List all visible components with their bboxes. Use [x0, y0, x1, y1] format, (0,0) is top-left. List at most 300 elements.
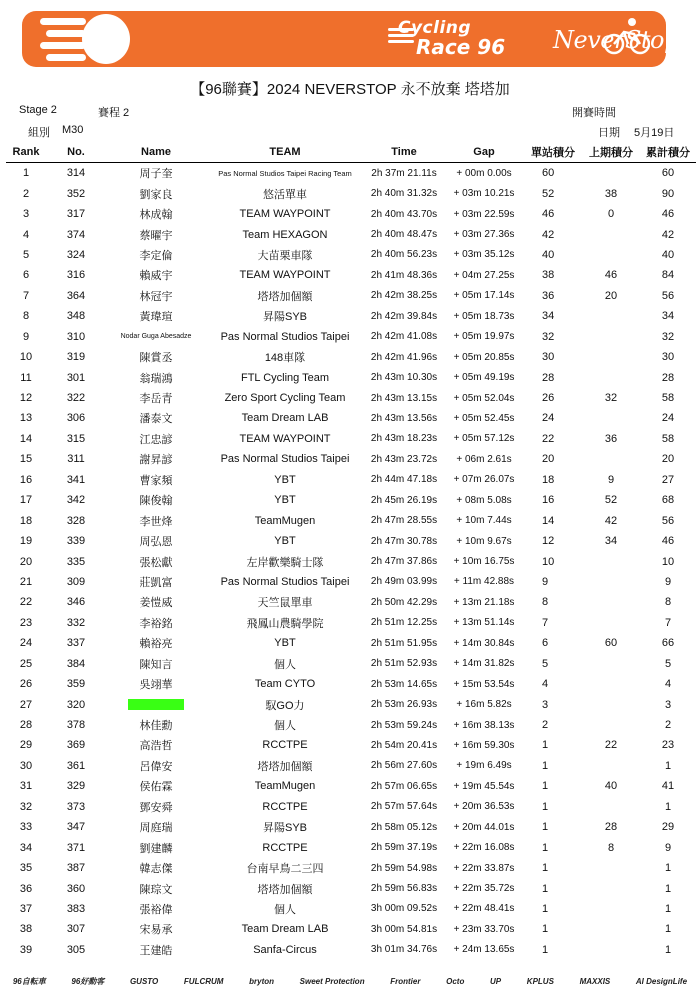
- cell-name: 張裕偉: [139, 903, 173, 916]
- cell-team: Team CYTO: [254, 678, 316, 691]
- cell-total-points: 1: [664, 902, 672, 915]
- cell-number: 324: [66, 248, 86, 261]
- table-row: [6, 797, 696, 817]
- cell-total-points: 1: [664, 923, 672, 936]
- table-row: [6, 408, 696, 428]
- cell-name: 李岳青: [139, 393, 173, 406]
- cell-total-points: 60: [661, 167, 675, 180]
- cell-prev-points: 8: [607, 841, 615, 854]
- cell-prev-points: [582, 572, 640, 592]
- table-row: [6, 899, 696, 919]
- cell-stage-points: 9: [542, 575, 549, 588]
- cell-prev-points: [582, 367, 640, 387]
- cell-number: 319: [66, 351, 86, 364]
- cell-number: 311: [67, 453, 85, 466]
- cell-name: Nodar Guga Abesadze: [120, 333, 192, 341]
- cell-total-points: 40: [661, 248, 675, 261]
- cell-stage-points: 42: [542, 228, 555, 241]
- cell-team: 天竺鼠單車: [257, 597, 313, 610]
- table-row: [6, 735, 696, 755]
- sponsor-logo: 96好動客: [71, 976, 105, 986]
- col-number: No.: [46, 141, 106, 163]
- cell-name: 劉家良: [139, 188, 173, 201]
- cell-stage-points: 7: [542, 616, 549, 629]
- cell-team: Zero Sport Cycling Team: [224, 392, 346, 405]
- cell-stage-points: 1: [542, 902, 549, 915]
- cell-time: 2h 49m 03.99s: [370, 576, 438, 588]
- col-gap: Gap: [444, 141, 524, 163]
- cell-name: 王建皓: [139, 944, 173, 957]
- cell-time: 2h 53m 59.24s: [370, 719, 438, 731]
- cell-name: 陳琮文: [139, 883, 173, 896]
- cell-time: 2h 56m 27.60s: [370, 760, 438, 772]
- cell-time: 2h 43m 10.30s: [370, 372, 438, 384]
- redacted-name: [128, 699, 184, 710]
- cell-rank: 17: [19, 494, 33, 507]
- cell-gap: + 03m 22.59s: [453, 208, 515, 220]
- cell-team: Team HEXAGON: [242, 228, 328, 241]
- cell-prev-points: 42: [604, 514, 618, 527]
- cell-name: 李裕銘: [139, 617, 173, 630]
- cell-number: 301: [66, 371, 86, 384]
- cell-rank: 9: [22, 330, 30, 343]
- cell-number: 337: [66, 637, 86, 650]
- cell-prev-points: 20: [604, 289, 618, 302]
- cell-number: 328: [66, 514, 86, 527]
- cell-gap: + 03m 35.12s: [453, 249, 515, 261]
- cell-gap: + 19m 45.54s: [453, 780, 515, 792]
- cell-stage-points: 2: [542, 719, 549, 732]
- cell-name: 林成翰: [139, 209, 173, 222]
- cell-team: YBT: [274, 535, 296, 548]
- cell-name: 高浩哲: [139, 740, 173, 753]
- cell-team: TEAM WAYPOINT: [239, 432, 331, 445]
- cell-total-points: 5: [664, 657, 672, 670]
- cell-number: 369: [66, 739, 86, 752]
- cycling-race-logo: [398, 20, 505, 57]
- cell-time: 2h 58m 05.12s: [370, 821, 438, 833]
- cell-rank: 19: [19, 535, 33, 548]
- cell-number: 310: [66, 330, 86, 343]
- cell-rank: 30: [19, 759, 33, 772]
- table-row: [6, 572, 696, 592]
- cell-number: 307: [66, 923, 86, 936]
- cell-gap: + 13m 51.14s: [453, 617, 515, 629]
- cell-number: 374: [66, 228, 86, 241]
- cell-stage-points: 1: [542, 739, 549, 752]
- cell-gap: + 14m 30.84s: [453, 637, 515, 649]
- cell-stage-points: 12: [542, 535, 555, 548]
- cell-prev-points: [582, 347, 640, 367]
- cell-team: TEAM WAYPOINT: [239, 269, 331, 282]
- cell-time: 2h 45m 26.19s: [370, 494, 438, 506]
- cell-total-points: 20: [661, 453, 675, 466]
- cell-rank: 24: [19, 637, 33, 650]
- cell-rank: 33: [19, 821, 33, 834]
- sponsor-logo: UP: [490, 976, 502, 986]
- cell-time: 2h 59m 37.19s: [370, 842, 438, 854]
- cell-team: RCCTPE: [262, 739, 308, 752]
- cell-team: 馭GO力: [265, 699, 305, 712]
- cell-team: 148車隊: [264, 352, 306, 365]
- cell-gap: + 10m 7.44s: [456, 515, 512, 527]
- cell-gap: + 05m 49.19s: [453, 372, 515, 384]
- cell-time: 2h 51m 52.93s: [370, 658, 438, 670]
- cell-time: 2h 57m 06.65s: [370, 780, 438, 792]
- cell-name: 姜愷威: [139, 597, 173, 610]
- cell-rank: 1: [22, 167, 30, 180]
- cell-time: 2h 42m 41.08s: [370, 331, 438, 343]
- sponsor-logo: bryton: [249, 976, 275, 986]
- cell-rank: 13: [19, 412, 33, 425]
- cell-number: 317: [66, 208, 86, 221]
- table-row: [6, 449, 696, 469]
- cell-total-points: 1: [664, 943, 672, 956]
- cell-rank: 3: [22, 208, 30, 221]
- cell-number: 371: [66, 841, 86, 854]
- cell-time: 2h 47m 30.78s: [370, 535, 438, 547]
- cell-team: FTL Cycling Team: [240, 371, 330, 384]
- cell-prev-points: [582, 654, 640, 674]
- cell-rank: 14: [19, 432, 33, 445]
- cell-total-points: 4: [664, 678, 672, 691]
- cell-name: 劉建麟: [139, 842, 173, 855]
- cell-name: 陳賞丞: [139, 352, 173, 365]
- cell-prev-points: [582, 674, 640, 694]
- table-row: [6, 183, 696, 203]
- cell-gap: + 00m 0.00s: [456, 167, 512, 179]
- cell-time: 2h 42m 38.25s: [370, 290, 438, 302]
- cell-rank: 7: [22, 289, 30, 302]
- cell-prev-points: 22: [604, 739, 618, 752]
- cell-rank: 28: [19, 719, 33, 732]
- cell-name: 翁瑞鴻: [139, 372, 173, 385]
- cell-team: TEAM WAYPOINT: [239, 208, 331, 221]
- table-row: [6, 674, 696, 694]
- col-rank: Rank: [6, 141, 46, 163]
- cell-number: 373: [66, 800, 86, 813]
- cell-time: 2h 50m 42.29s: [370, 596, 438, 608]
- cell-number: 320: [66, 698, 86, 711]
- cell-prev-points: 36: [604, 432, 618, 445]
- cell-name: 曹家頻: [139, 474, 173, 487]
- header-banner: [0, 0, 700, 72]
- sponsor-logo: Frontier: [390, 976, 421, 986]
- cell-team: 個人: [274, 903, 296, 916]
- results-table: [6, 141, 696, 960]
- cell-stage-points: 1: [542, 780, 549, 793]
- cell-total-points: 42: [661, 228, 675, 241]
- cell-total-points: 9: [664, 841, 672, 854]
- cell-stage-points: 38: [542, 269, 555, 282]
- cell-gap: + 06m 2.61s: [456, 453, 512, 465]
- cell-total-points: 68: [661, 494, 675, 507]
- cell-total-points: 2: [664, 719, 672, 732]
- table-row: [6, 776, 696, 796]
- cell-total-points: 3: [664, 698, 672, 711]
- cell-rank: 26: [19, 678, 33, 691]
- cell-prev-points: [582, 878, 640, 898]
- cell-time: 2h 53m 14.65s: [370, 678, 438, 690]
- cell-total-points: 24: [661, 412, 675, 425]
- cell-stage-points: 1: [542, 821, 549, 834]
- cell-prev-points: 52: [604, 494, 618, 507]
- cell-name: 黃瑋瑄: [139, 311, 173, 324]
- cell-total-points: 32: [661, 330, 675, 343]
- cell-prev-points: [582, 613, 640, 633]
- col-team: TEAM: [206, 141, 364, 163]
- sponsor-bar: [0, 972, 700, 990]
- cell-stage-points: 20: [542, 453, 555, 466]
- sponsor-logo: FULCRUM: [183, 976, 224, 986]
- cell-team: TeamMugen: [254, 514, 316, 527]
- cell-stage-points: 46: [542, 208, 555, 221]
- cell-prev-points: [582, 551, 640, 571]
- cell-stage-points: 4: [542, 678, 549, 691]
- cell-rank: 25: [19, 657, 33, 670]
- cell-stage-points: 24: [542, 412, 555, 425]
- cell-number: 360: [66, 882, 86, 895]
- cell-name: 潘泰文: [139, 413, 173, 426]
- cell-total-points: 58: [661, 392, 675, 405]
- cell-name: 李定倫: [139, 249, 173, 262]
- cell-prev-points: [582, 940, 640, 960]
- cell-stage-points: 1: [542, 841, 549, 854]
- cell-gap: + 24m 13.65s: [453, 944, 515, 956]
- table-row: [6, 694, 696, 714]
- cell-stage-points: 32: [542, 330, 555, 343]
- table-row: [6, 388, 696, 408]
- cell-total-points: 8: [664, 596, 672, 609]
- cell-name: 鄧安舜: [139, 801, 173, 814]
- cell-time: 2h 43m 23.72s: [370, 453, 438, 465]
- cell-number: 332: [66, 616, 86, 629]
- cell-rank: 27: [19, 698, 33, 711]
- cell-rank: 35: [19, 862, 33, 875]
- cell-stage-points: 18: [542, 473, 555, 486]
- cell-time: 2h 40m 31.32s: [370, 188, 438, 200]
- cell-time: 2h 43m 13.15s: [370, 392, 438, 404]
- date-label: 日期: [598, 127, 620, 139]
- cell-gap: + 15m 53.54s: [453, 678, 515, 690]
- cell-time: 2h 57m 57.64s: [370, 801, 438, 813]
- cell-stage-points: 16: [542, 494, 555, 507]
- cell-team: YBT: [274, 494, 296, 507]
- cell-total-points: 34: [661, 310, 675, 323]
- table-row: [6, 756, 696, 776]
- cell-total-points: 1: [664, 862, 672, 875]
- cell-prev-points: [582, 245, 640, 265]
- cell-gap: + 22m 48.41s: [453, 903, 515, 915]
- cell-prev-points: [582, 694, 640, 714]
- cell-name: 謝昇諺: [139, 454, 173, 467]
- cell-team: RCCTPE: [262, 841, 308, 854]
- sponsor-logo: Octo: [446, 976, 465, 986]
- cell-name: 蔡曜宇: [139, 229, 173, 242]
- sponsor-logo: MAXXIS: [579, 976, 611, 986]
- cell-total-points: 9: [664, 575, 672, 588]
- cell-gap: + 10m 16.75s: [453, 556, 515, 568]
- cell-prev-points: 34: [604, 535, 618, 548]
- cell-gap: + 19m 6.49s: [456, 760, 512, 772]
- cell-time: 2h 59m 56.83s: [370, 883, 438, 895]
- cell-team: Sanfa-Circus: [253, 943, 317, 956]
- cell-team: 個人: [274, 658, 296, 671]
- cell-number: 339: [66, 535, 86, 548]
- cell-gap: + 07m 26.07s: [453, 474, 515, 486]
- cell-prev-points: [582, 449, 640, 469]
- table-row: [6, 878, 696, 898]
- cell-name: 陳知言: [139, 658, 173, 671]
- cell-prev-points: [582, 408, 640, 428]
- cell-gap: + 22m 33.87s: [453, 862, 515, 874]
- cell-gap: + 20m 44.01s: [453, 821, 515, 833]
- table-row: [6, 306, 696, 326]
- cell-rank: 10: [19, 351, 33, 364]
- cell-team: YBT: [274, 637, 296, 650]
- cell-rank: 37: [19, 902, 33, 915]
- cell-gap: + 05m 57.12s: [453, 433, 515, 445]
- cell-name: 周弘恩: [139, 536, 173, 549]
- neverstop-logo: NeverStop: [553, 26, 679, 54]
- cell-gap: + 22m 16.08s: [453, 842, 515, 854]
- table-row: [6, 817, 696, 837]
- cell-gap: + 05m 20.85s: [453, 351, 515, 363]
- cell-prev-points: 32: [604, 392, 618, 405]
- cell-name: 賴裕亮: [139, 638, 173, 651]
- cell-gap: + 05m 17.14s: [453, 290, 515, 302]
- logo-disc-icon: [82, 14, 130, 64]
- cell-team: YBT: [274, 473, 296, 486]
- cell-number: 387: [66, 862, 86, 875]
- cell-name: 李世烽: [139, 515, 173, 528]
- cell-prev-points: [582, 224, 640, 244]
- cell-time: 3h 00m 09.52s: [370, 903, 438, 915]
- cell-team: 台南早鳥二三四: [246, 863, 324, 876]
- cell-rank: 5: [22, 248, 30, 261]
- date-value: 5月19日: [634, 127, 675, 139]
- cell-gap: + 16m 38.13s: [453, 719, 515, 731]
- cell-number: 383: [66, 902, 86, 915]
- cell-rank: 16: [19, 473, 33, 486]
- cell-total-points: 84: [661, 269, 675, 282]
- cell-stage-points: 8: [542, 596, 549, 609]
- cell-stage-points: 1: [542, 800, 549, 813]
- table-row: [6, 245, 696, 265]
- cell-name: 韓志傑: [139, 863, 173, 876]
- cell-total-points: 56: [661, 289, 675, 302]
- cell-rank: 29: [19, 739, 33, 752]
- cell-prev-points: 9: [607, 473, 615, 486]
- cell-rank: 21: [19, 575, 33, 588]
- col-stage-points: 單站積分: [524, 141, 582, 163]
- cell-prev-points: 28: [604, 821, 618, 834]
- cell-number: 378: [66, 719, 86, 732]
- start-time-label: 開賽時間: [572, 107, 616, 119]
- cell-time: 2h 42m 41.96s: [370, 351, 438, 363]
- table-row: [6, 347, 696, 367]
- cell-stage-points: 30: [542, 351, 555, 364]
- cell-time: 2h 59m 54.98s: [370, 862, 438, 874]
- cell-name: 周子奎: [139, 168, 173, 181]
- cell-prev-points: 60: [604, 637, 618, 650]
- table-row: [6, 633, 696, 653]
- table-row: [6, 163, 696, 184]
- cell-total-points: 1: [664, 759, 672, 772]
- cell-name: 林佳勳: [139, 720, 173, 733]
- cyclist-icon: [604, 16, 650, 56]
- cell-time: 2h 41m 48.36s: [370, 269, 438, 281]
- cell-gap: + 05m 52.45s: [453, 412, 515, 424]
- cell-prev-points: 38: [604, 187, 618, 200]
- cell-number: 342: [66, 494, 86, 507]
- cell-gap: + 13m 21.18s: [453, 596, 515, 608]
- cell-number: 315: [66, 432, 86, 445]
- cell-gap: + 16m 5.82s: [456, 699, 512, 711]
- cell-name: [106, 694, 206, 714]
- cell-stage-points: 6: [542, 637, 549, 650]
- cell-prev-points: [582, 858, 640, 878]
- cell-team: 左岸歡樂騎士隊: [246, 556, 324, 569]
- cell-number: 305: [66, 943, 86, 956]
- cell-team: TeamMugen: [254, 780, 316, 793]
- cell-team: 大苗栗車隊: [257, 249, 313, 262]
- cell-team: 塔塔加個額: [257, 290, 313, 303]
- cell-time: 2h 42m 39.84s: [370, 310, 438, 322]
- cell-stage-points: 22: [542, 432, 555, 445]
- cell-time: 2h 47m 37.86s: [370, 556, 438, 568]
- cell-stage-points: 1: [542, 923, 549, 936]
- sponsor-logo: KPLUS: [526, 976, 554, 986]
- cell-stage-points: 1: [542, 943, 549, 956]
- page-title: 【96聯賽】2024 NEVERSTOP 永不放棄 塔塔加: [190, 81, 510, 98]
- cell-name: 呂偉安: [139, 760, 173, 773]
- cell-stage-points: 40: [542, 248, 555, 261]
- table-row: [6, 490, 696, 510]
- cell-number: 309: [66, 575, 86, 588]
- table-row: [6, 224, 696, 244]
- col-time: Time: [364, 141, 444, 163]
- cell-total-points: 46: [661, 535, 675, 548]
- cell-gap: + 22m 35.72s: [453, 883, 515, 895]
- group-value: M30: [62, 124, 84, 136]
- cell-team: Team Dream LAB: [241, 923, 329, 936]
- cell-stage-points: 10: [542, 555, 555, 568]
- cell-prev-points: [582, 327, 640, 347]
- cell-prev-points: 46: [604, 269, 618, 282]
- table-row: [6, 204, 696, 224]
- cell-gap: + 20m 36.53s: [453, 801, 515, 813]
- table-row: [6, 327, 696, 347]
- cell-rank: 20: [19, 555, 33, 568]
- cell-number: 347: [66, 821, 86, 834]
- table-row: [6, 286, 696, 306]
- cell-number: 329: [66, 780, 86, 793]
- cell-team: 飛鳳山農騎學院: [246, 617, 324, 630]
- cell-time: 2h 44m 47.18s: [370, 474, 438, 486]
- group-label: 組別: [28, 127, 50, 139]
- cell-number: 341: [66, 473, 86, 486]
- cell-gap: + 04m 27.25s: [453, 269, 515, 281]
- cell-team: 塔塔加個額: [257, 883, 313, 896]
- cell-number: 348: [66, 310, 86, 323]
- cell-gap: + 23m 33.70s: [453, 923, 515, 935]
- cell-team: Team Dream LAB: [241, 412, 329, 425]
- cell-name: 侯佑霖: [139, 781, 173, 794]
- table-row: [6, 940, 696, 960]
- cell-name: 陳俊翰: [139, 495, 173, 508]
- cell-number: 361: [66, 759, 86, 772]
